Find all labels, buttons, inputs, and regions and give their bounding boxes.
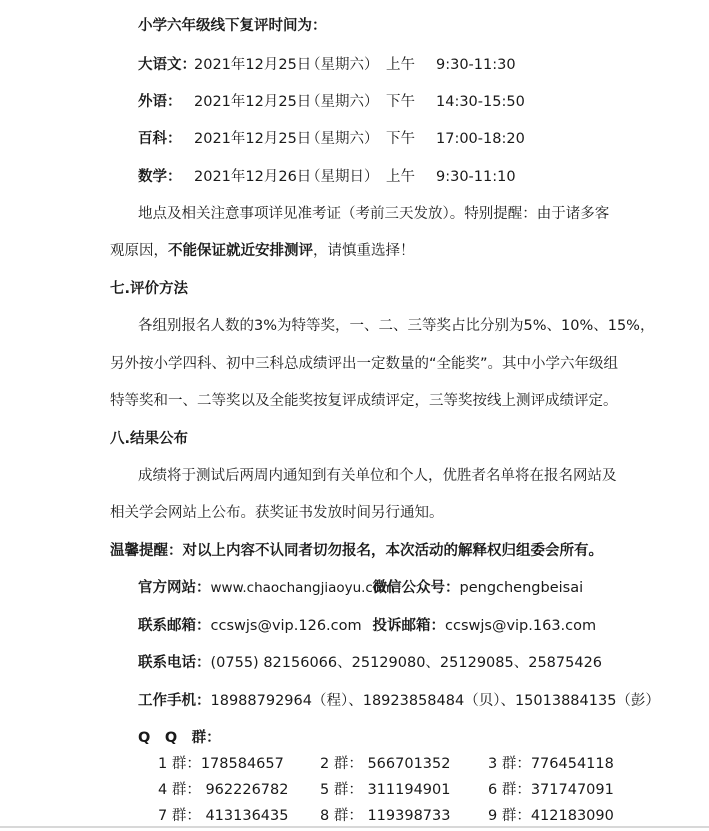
notice-text: 观原因， [110,243,168,259]
contact-row [138,651,602,672]
wechat-account: pengchengbeisai [459,580,584,596]
contact-row [138,614,596,635]
website-link[interactable]: www.chaochangjiaoyu.com [210,580,395,596]
qq-group: 7 群： 413136435 [158,808,289,824]
schedule-time: 9:30-11:10 [436,169,516,185]
schedule-title: 小学六年级线下复评时间为： [138,18,327,34]
schedule-subject: 外语： [138,94,182,110]
complaint-label: 投诉邮箱： [372,618,445,634]
schedule-date: 2021年12月25日 [194,57,312,73]
complaint-email-link[interactable]: ccswjs@vip.163.com [445,618,597,634]
paragraph-line: 特等奖和一、二等奖以及全能奖按复评成绩评定，三等奖按线上测评成绩评定。 [110,393,618,409]
schedule-weekday: （星期六） [306,57,379,73]
paragraph-line: 相关学会网站上公布。获奖证书发放时间另行通知。 [110,505,444,521]
qq-row [158,804,614,825]
schedule-time: 9:30-11:30 [436,57,516,73]
email-link[interactable]: ccswjs@vip.126.com [210,618,362,634]
qq-group: 5 群： 311194901 [320,782,451,798]
qq-group: 8 群： 119398733 [320,808,451,824]
schedule-period: 上午 [386,169,415,185]
wechat-label: 微信公众号： [372,580,460,596]
schedule-subject: 百科： [138,131,182,147]
qq-label: Q Q 群： [138,730,221,746]
notice-line: 地点及相关注意事项详见准考证（考前三天发放）。特别提醒：由于诸多客 [138,206,610,222]
qq-group: 4 群： 962226782 [158,782,289,798]
schedule-row [138,90,525,111]
phone-numbers: (0755) 82156066、25129080、25129085、25875426 [210,655,603,671]
qq-group: 6 群：371747091 [488,782,614,798]
warning-text: 温馨提醒：对以上内容不认同者切勿报名，本次活动的解释权归组委会所有。 [110,543,603,559]
email-label: 联系邮箱： [138,618,211,634]
qq-row [158,752,614,773]
page-bottom-divider [0,826,709,828]
paragraph-line: 另外按小学四科、初中三科总成绩评出一定数量的“全能奖”。其中小学六年级组 [110,356,619,372]
schedule-period: 上午 [386,57,415,73]
mobile-numbers: 18988792964（程）、18923858484（贝）、15013884135（彭） [210,693,660,709]
schedule-row [138,53,516,74]
notice-emphasis: 不能保证就近安排测评 [168,243,313,259]
website-label: 官方网站： [138,580,211,596]
qq-group: 2 群： 566701352 [320,756,451,772]
schedule-period: 下午 [386,94,415,110]
qq-group: 1 群：178584657 [158,756,284,772]
qq-group: 9 群：412183090 [488,808,614,824]
section-heading-8: 八.结果公布 [110,431,189,447]
paragraph-line: 各组别报名人数的3%为特等奖，一、二、三等奖占比分别为5%、10%、15%， [138,318,655,334]
schedule-subject: 数学： [138,169,182,185]
phone-label: 联系电话： [138,655,211,671]
mobile-label: 工作手机： [138,693,211,709]
schedule-weekday: （星期六） [306,94,379,110]
schedule-row [138,165,516,186]
schedule-row [138,127,525,148]
schedule-time: 17:00-18:20 [436,131,525,147]
schedule-period: 下午 [386,131,415,147]
notice-line [110,239,415,260]
schedule-subject: 大语文： [138,57,196,73]
schedule-weekday: （星期日） [306,169,379,185]
paragraph-line: 成绩将于测试后两周内通知到有关单位和个人，优胜者名单将在报名网站及 [138,468,617,484]
notice-text: ，请慎重选择！ [313,243,415,259]
schedule-date: 2021年12月25日 [194,131,312,147]
schedule-date: 2021年12月26日 [194,169,312,185]
schedule-weekday: （星期六） [306,131,379,147]
section-heading-7: 七.评价方法 [110,281,189,297]
contact-row [138,576,583,597]
schedule-time: 14:30-15:50 [436,94,525,110]
qq-group: 3 群：776454118 [488,756,614,772]
schedule-date: 2021年12月25日 [194,94,312,110]
contact-row [138,689,660,710]
qq-row [158,778,614,799]
